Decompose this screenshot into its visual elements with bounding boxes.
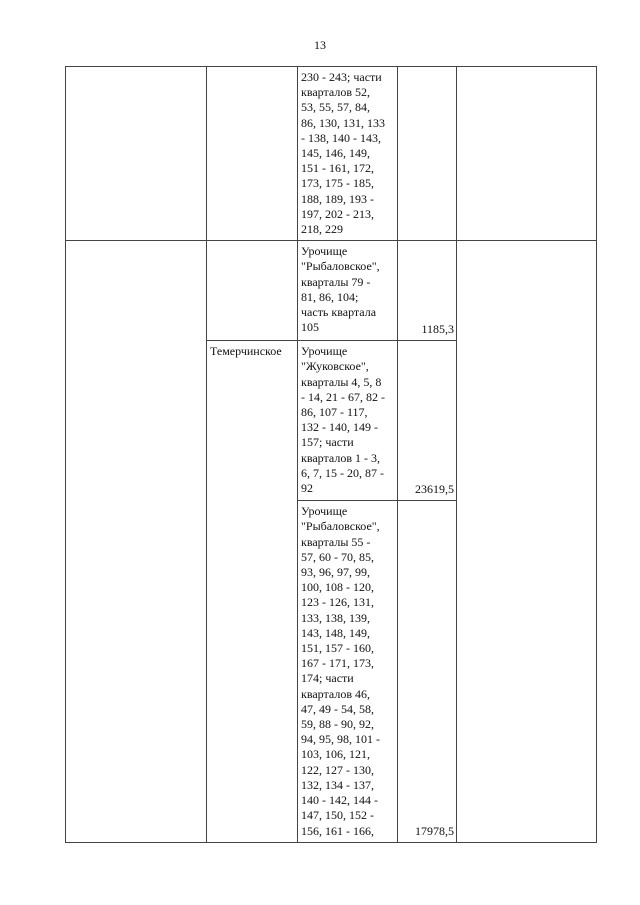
table-row [66,67,597,241]
area-value [398,67,457,241]
table-row [66,241,597,341]
location-description: Урочище "Рыбаловское", кварталы 79 - 81, 86, 104; часть квартала 105 [298,241,398,341]
table-cell [66,67,207,241]
forest-areas-table [65,66,597,843]
forestry-name: Темерчинское [207,341,298,842]
table-cell [207,241,298,341]
location-description: Урочище "Рыбаловское", кварталы 55 - 57, 60 - 70, 85, 93, 96, 97, 99, 100, 108 - 120, 123 - 126, 131, 133, 138, 139, 143, 148, 149, 151, 157 - 160, 167 - 171, 173, 174; части кварталов 46, 47, 49 - 54, 58, 59, 88 - 90, 92, 94, 95, 98, 101 - 103, 106, 121, 122, 127 - 130, 132, 134 - 137, 140 - 142, 144 - 147, 150, 152 - 156, 161 - 166, [298,501,398,842]
page-number: 13 [314,38,326,52]
area-value: 17978,5 [398,501,457,842]
table-cell [457,241,597,842]
location-description: Урочище "Жуковское", кварталы 4, 5, 8 - 14, 21 - 67, 82 - 86, 107 - 117, 132 - 140, 149 - 157; части кварталов 1 - 3, 6, 7, 15 - 20, 87 - 92 [298,341,398,501]
table-cell [207,67,298,241]
table-cell [457,67,597,241]
area-value: 1185,3 [398,241,457,341]
table-cell [66,241,207,842]
location-description: 230 - 243; части кварталов 52, 53, 55, 57, 84, 86, 130, 131, 133 - 138, 140 - 143, 145, 146, 149, 151 - 161, 172, 173, 175 - 185, 188, 189, 193 - 197, 202 - 213, 218, 229 [298,67,398,241]
area-value: 23619,5 [398,341,457,501]
